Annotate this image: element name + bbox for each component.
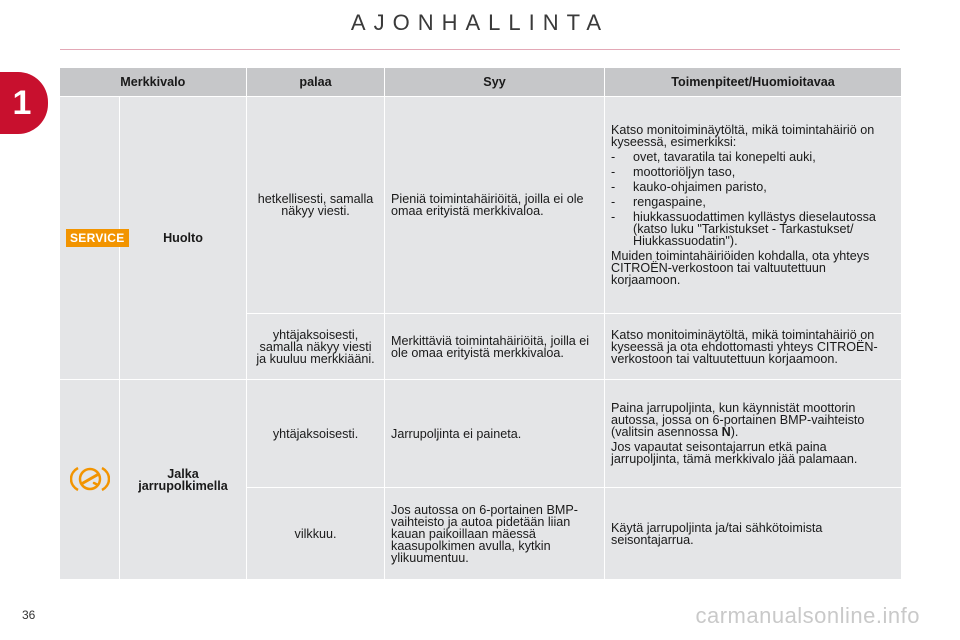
title-divider xyxy=(60,49,900,50)
list-item: - kauko-ohjaimen paristo, xyxy=(611,180,767,194)
watermark-text: carmanualsonline.info xyxy=(695,603,920,628)
light-action xyxy=(605,380,902,488)
action-intro: Katso monitoiminäytöltä, mikä toimintahäiriö on kyseessä, esimerkiksi: xyxy=(611,123,875,149)
column-header-light: Merkkivalo xyxy=(60,68,247,97)
light-action: Käytä jarrupoljinta ja/tai sähkötoimista seisontajarrua. xyxy=(605,488,902,580)
light-on-state: vilkkuu. xyxy=(247,488,385,580)
light-on-state: yhtäjaksoisesti, samalla näkyy viesti ja kuuluu merkkiääni. xyxy=(247,314,385,380)
light-name-brake: Jalka jarrupolkimella xyxy=(120,380,247,580)
action-outro: Muiden toimintahäiriöiden kohdalla, ota yhteys CITROËN-verkostoon tai valtuutettuun korjaamoon. xyxy=(611,249,870,287)
list-item: - ovet, tavaratila tai konepelti auki, xyxy=(611,150,816,164)
brake-icon-cell xyxy=(60,380,120,580)
service-icon-cell xyxy=(60,97,125,380)
table-row xyxy=(60,380,902,488)
light-action: Katso monitoiminäytöltä, mikä toimintahäiriö on kyseessä ja ota ehdottomasti yhteys CITROËN-verkostoon tai valtuutettuun korjaamoon. xyxy=(605,314,902,380)
table-header-row xyxy=(60,68,902,97)
service-warning-icon: SERVICE xyxy=(66,229,129,247)
page-number: 36 xyxy=(22,608,36,622)
light-on-state: hetkellisesti, samalla näkyy viesti. xyxy=(247,97,385,314)
page-title: AJONHALLINTA xyxy=(350,10,610,35)
brake-pedal-icon xyxy=(70,464,110,494)
light-on-state: yhtäjaksoisesti. xyxy=(247,380,385,488)
light-cause: Merkittäviä toimintahäiriöitä, joilla ei ole omaa erityistä merkkivaloa. xyxy=(385,314,605,380)
action-paragraph: Jos vapautat seisontajarrun etkä paina jarrupoljinta, tämä merkkivalo jää palamaan. xyxy=(611,440,858,466)
light-cause: Pieniä toimintahäiriöitä, joilla ei ole omaa erityistä merkkivaloa. xyxy=(385,97,605,314)
light-name-service: Huolto xyxy=(120,97,247,380)
table-row xyxy=(60,97,902,314)
column-header-cause: Syy xyxy=(385,68,605,97)
light-action xyxy=(605,97,902,314)
action-paragraph: Paina jarrupoljinta, kun käynnistät moottorin autossa, jossa on 6-portainen BMP-vaihteisto (valitsin asennossa N). xyxy=(611,401,865,439)
list-item: - moottoriöljyn taso, xyxy=(611,165,736,179)
column-header-action: Toimenpiteet/Huomioitavaa xyxy=(605,68,902,97)
warning-light-table xyxy=(59,68,902,580)
light-cause: Jarrupoljinta ei paineta. xyxy=(385,380,605,488)
light-cause: Jos autossa on 6-portainen BMP-vaihteisto ja autoa pidetään liian kauan paikoillaan mäessä kaasupolkimen avulla, kytkin ylikuumentuu. xyxy=(385,488,605,580)
column-header-on: palaa xyxy=(247,68,385,97)
chapter-tab: 1 xyxy=(0,72,48,134)
list-item: - rengaspaine, xyxy=(611,195,706,209)
list-item: - hiukkassuodattimen kyllästys dieselautossa (katso luku "Tarkistukset - Tarkastukset/ Hiukkassuodatin"). xyxy=(611,210,876,248)
